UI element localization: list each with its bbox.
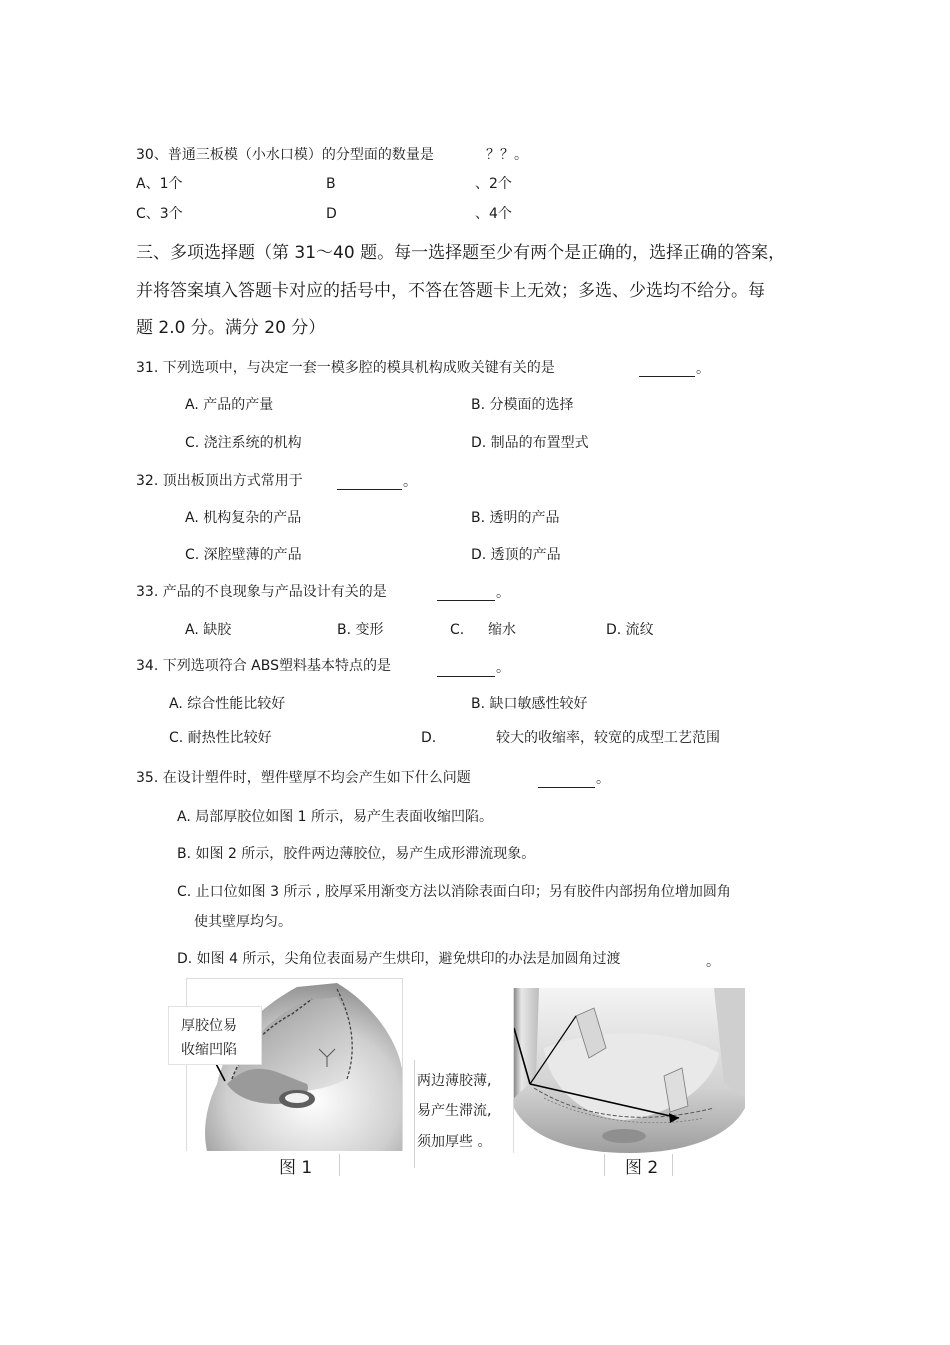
q33-stem-end: 。: [496, 585, 510, 601]
q30-option-b-text: 、2个: [475, 176, 512, 192]
q34-option-c: C. 耐热性比较好: [169, 730, 272, 746]
q30-stem: 30、普通三板模（小水口模）的分型面的数量是: [136, 147, 434, 163]
q35-stem-end: 。: [596, 771, 610, 787]
figure-2-caption: 图 2: [625, 1158, 659, 1178]
q32-option-b: B. 透明的产品: [471, 510, 560, 526]
q33-stem: 33. 产品的不良现象与产品设计有关的是: [136, 584, 387, 600]
q30-option-d-text: 、4个: [475, 206, 512, 222]
figure-1-label-box: [168, 1006, 262, 1065]
figure-1-label-line2: 收缩凹陷: [181, 1042, 237, 1058]
q30-option-d-letter: D: [326, 206, 337, 222]
q32-option-d: D. 透顶的产品: [471, 547, 561, 563]
figure-1-caption: 图 1: [279, 1158, 313, 1178]
q32-answer-blank[interactable]: [337, 489, 402, 490]
figure-2-label-line2: 易产生滞流,: [417, 1103, 492, 1119]
q31-option-b: B. 分模面的选择: [471, 397, 574, 413]
q31-answer-blank[interactable]: [639, 376, 695, 377]
q35-answer-blank[interactable]: [538, 787, 595, 788]
q31-stem-end: 。: [696, 361, 710, 377]
section3-line2: 并将答案填入答题卡对应的括号中，不答在答题卡上无效；多选、少选均不给分。每: [136, 281, 765, 301]
figure-1-divider: [339, 1154, 340, 1176]
q31-option-d: D. 制品的布置型式: [471, 435, 589, 451]
figure-1-label-line1: 厚胶位易: [181, 1018, 237, 1034]
q34-stem: 34. 下列选项符合 ABS塑料基本特点的是: [136, 658, 391, 674]
figure-2-label-line1: 两边薄胶薄,: [417, 1073, 492, 1089]
figure-2-divider-left: [604, 1154, 605, 1176]
q35-option-d: D. 如图 4 所示，尖角位表面易产生烘印，避免烘印的办法是加圆角过渡: [177, 951, 621, 967]
q33-answer-blank[interactable]: [437, 600, 495, 601]
q34-option-d-letter: D.: [421, 730, 437, 746]
q32-option-a: A. 机构复杂的产品: [185, 510, 302, 526]
figure-2-label-line3: 须加厚些 。: [417, 1134, 492, 1150]
q33-option-d: D. 流纹: [606, 622, 654, 638]
q32-option-c: C. 深腔壁薄的产品: [185, 547, 302, 563]
q35-option-c-line1: C. 止口位如图 3 所示 , 胶厚采用渐变方法以消除表面白印；另有胶件内部拐角位增加圆角: [177, 884, 731, 900]
q35-stem: 35. 在设计塑件时，塑件壁厚不均会产生如下什么问题: [136, 770, 471, 786]
q32-stem-end: 。: [403, 474, 417, 490]
q32-stem: 32. 顶出板顶出方式常用于: [136, 473, 303, 489]
q30-stem-tail: ？？。: [486, 147, 528, 163]
q34-answer-blank[interactable]: [437, 676, 495, 677]
q31-option-c: C. 浇注系统的机构: [185, 435, 302, 451]
section3-line3: 题 2.0 分。满分 20 分）: [136, 318, 326, 338]
q33-option-b: B. 变形: [337, 622, 384, 638]
q31-stem: 31. 下列选项中，与决定一套一模多腔的模具机构成败关键有关的是: [136, 360, 555, 376]
figure-2-image: [513, 988, 745, 1153]
q30-option-c: C、3个: [136, 206, 183, 222]
q34-option-d-text: 较大的收缩率，较宽的成型工艺范围: [496, 730, 720, 746]
q33-option-c-letter: C.: [450, 622, 465, 638]
q31-option-a: A. 产品的产量: [185, 397, 274, 413]
q35-option-d-end: 。: [706, 954, 720, 970]
figure-2-divider-right: [672, 1154, 673, 1176]
q30-option-a: A、1个: [136, 176, 183, 192]
section3-line1: 三、多项选择题（第 31～40 题。每一选择题至少有两个是正确的，选择正确的答案，: [136, 243, 786, 263]
q30-option-b-letter: B: [326, 176, 336, 192]
q34-option-b: B. 缺口敏感性较好: [471, 696, 588, 712]
q34-stem-end: 。: [496, 660, 510, 676]
q33-option-a: A. 缺胶: [185, 622, 232, 638]
q35-option-a: A. 局部厚胶位如图 1 所示，易产生表面收缩凹陷。: [177, 809, 494, 825]
q34-option-a: A. 综合性能比较好: [169, 696, 286, 712]
q35-option-c-line2: 使其壁厚均匀。: [194, 914, 292, 930]
q33-option-c-text: 缩水: [488, 622, 516, 638]
figure-2-label-divider: [414, 1060, 415, 1168]
q35-option-b: B. 如图 2 所示，胶件两边薄胶位，易产生成形滞流现象。: [177, 846, 536, 862]
